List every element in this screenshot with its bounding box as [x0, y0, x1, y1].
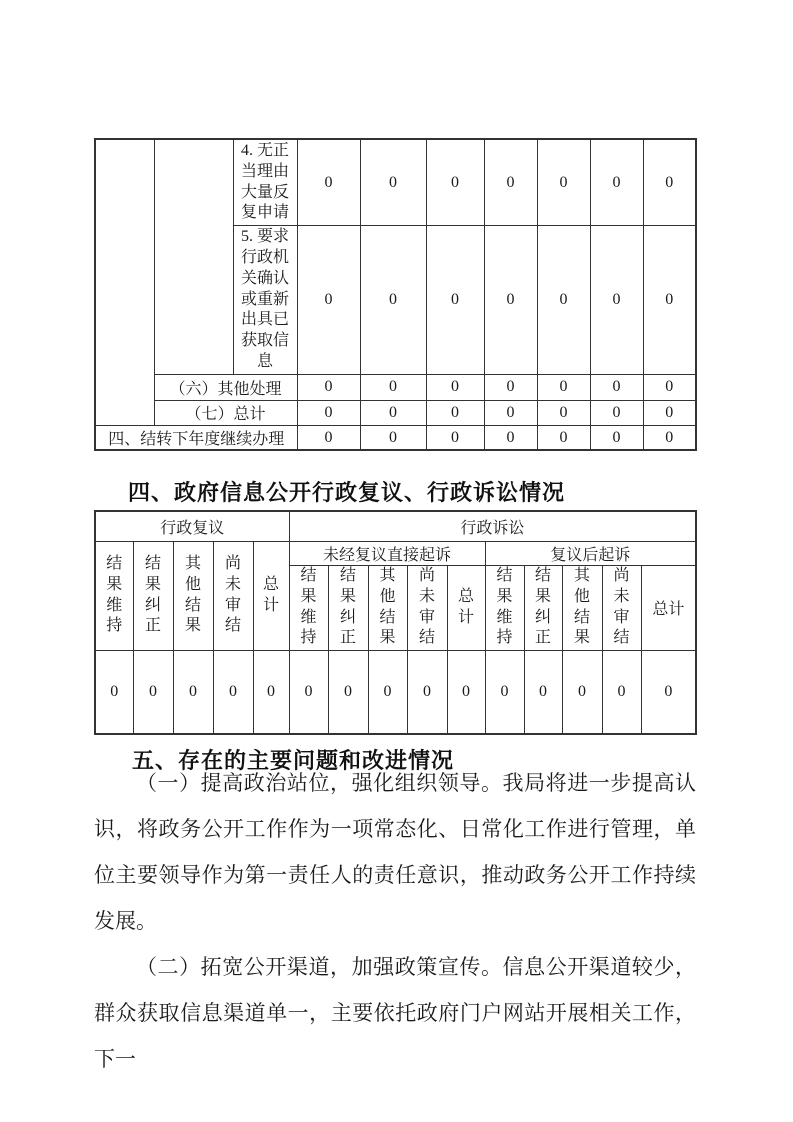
col-header	[289, 565, 328, 650]
value-cell: 0	[643, 226, 696, 375]
col-header	[253, 541, 289, 650]
col-header	[133, 541, 173, 650]
value-cell: 0	[297, 400, 360, 425]
col-header-label: 结果维持	[106, 554, 123, 635]
value-cell: 0	[360, 139, 426, 226]
body-text	[94, 760, 696, 1082]
value-cell: 0	[360, 400, 426, 425]
value-cell: 0	[484, 226, 537, 375]
col-header	[602, 565, 641, 650]
table-row	[95, 425, 696, 450]
value-cell: 0	[447, 650, 485, 734]
col-header-label: 总计	[458, 587, 475, 626]
table-row	[95, 541, 696, 565]
value-cell: 0	[213, 650, 253, 734]
col-header	[213, 541, 253, 650]
section-heading-5: 五、存在的主要问题和改进情况	[132, 748, 455, 773]
value-cell: 0	[537, 400, 590, 425]
value-cell: 0	[426, 425, 484, 450]
col-header	[328, 565, 368, 650]
col-header-label: 尚未审结	[224, 554, 241, 635]
group-header-review: 行政复议	[95, 511, 289, 541]
col-header-label: 尚未审结	[419, 566, 436, 647]
value-cell: 0	[426, 139, 484, 226]
value-cell: 0	[133, 650, 173, 734]
col-header-label: 其他结果	[184, 554, 201, 635]
row-label: 4. 无正当理由大量反复申请	[233, 139, 297, 226]
value-cell: 0	[643, 374, 696, 400]
section-heading-4: 四、政府信息公开行政复议、行政诉讼情况	[128, 480, 566, 505]
applications-handling-table	[94, 138, 697, 451]
value-cell: 0	[360, 425, 426, 450]
value-cell: 0	[484, 374, 537, 400]
value-cell: 0	[643, 139, 696, 226]
col-header	[368, 565, 407, 650]
col-header	[562, 565, 602, 650]
table-row	[95, 374, 696, 400]
value-cell: 0	[524, 650, 562, 734]
value-cell: 0	[590, 226, 643, 375]
subgroup-header-direct: 未经复议直接起诉	[289, 541, 485, 565]
value-cell: 0	[485, 650, 524, 734]
value-cell: 0	[289, 650, 328, 734]
value-cell: 0	[590, 425, 643, 450]
value-cell: 0	[297, 425, 360, 450]
col-header-label: 其他结果	[379, 566, 396, 647]
value-cell: 0	[602, 650, 641, 734]
value-cell: 0	[484, 425, 537, 450]
value-cell: 0	[297, 139, 360, 226]
value-cell: 0	[537, 374, 590, 400]
row-label: 5. 要求行政机关确认或重新出具已获取信息	[233, 226, 297, 375]
subgroup-header-after-review: 复议后起诉	[485, 541, 696, 565]
paragraph-2: （二）拓宽公开渠道，加强政策宣传。信息公开渠道较少，群众获取信息渠道单一，主要依托政府门户网站开展相关工作，下一	[94, 955, 696, 1071]
table-row	[95, 511, 696, 541]
table-row	[95, 650, 696, 734]
value-cell: 0	[360, 226, 426, 375]
value-cell: 0	[484, 400, 537, 425]
value-cell: 0	[590, 400, 643, 425]
value-cell: 0	[297, 374, 360, 400]
col-header-label: 其他结果	[574, 566, 591, 647]
paragraph-1: （一）提高政治站位，强化组织领导。我局将进一步提高认识，将政务公开工作作为一项常态化、日常化工作进行管理，单位主要领导作为第一责任人的责任意识，推动政务公开工作持续发展。	[94, 771, 696, 933]
col-header	[407, 565, 447, 650]
value-cell: 0	[590, 139, 643, 226]
col-header-label: 结果纠正	[535, 566, 552, 647]
value-cell: 0	[426, 226, 484, 375]
value-cell: 0	[426, 374, 484, 400]
col-header	[95, 541, 133, 650]
table-row	[95, 139, 696, 226]
value-cell: 0	[484, 139, 537, 226]
value-cell: 0	[537, 226, 590, 375]
col-header-label: 结果纠正	[144, 554, 161, 635]
row-label: 四、结转下年度继续办理	[95, 425, 297, 450]
col-header	[173, 541, 213, 650]
col-header: 总计	[641, 565, 696, 650]
value-cell: 0	[537, 139, 590, 226]
row-label: （六）其他处理	[154, 374, 297, 400]
value-cell: 0	[407, 650, 447, 734]
review-litigation-table	[94, 510, 697, 735]
value-cell: 0	[360, 374, 426, 400]
table-row	[95, 400, 696, 425]
value-cell: 0	[426, 400, 484, 425]
value-cell: 0	[253, 650, 289, 734]
col-header-label: 尚未审结	[613, 566, 630, 647]
col-header	[447, 565, 485, 650]
col-header	[485, 565, 524, 650]
value-cell: 0	[643, 400, 696, 425]
value-cell: 0	[328, 650, 368, 734]
value-cell: 0	[173, 650, 213, 734]
value-cell: 0	[297, 226, 360, 375]
col-header-label: 结果维持	[300, 566, 317, 647]
value-cell: 0	[641, 650, 696, 734]
col-header	[524, 565, 562, 650]
empty-continuation-cell	[95, 139, 154, 425]
col-header-label: 总计	[263, 575, 280, 614]
col-header-label: 结果维持	[496, 566, 513, 647]
value-cell: 0	[368, 650, 407, 734]
value-cell: 0	[590, 374, 643, 400]
value-cell: 0	[643, 425, 696, 450]
empty-continuation-cell	[154, 139, 233, 374]
row-label: （七）总计	[154, 400, 297, 425]
value-cell: 0	[562, 650, 602, 734]
group-header-litigation: 行政诉讼	[289, 511, 696, 541]
value-cell: 0	[95, 650, 133, 734]
col-header-label: 结果纠正	[340, 566, 357, 647]
value-cell: 0	[537, 425, 590, 450]
